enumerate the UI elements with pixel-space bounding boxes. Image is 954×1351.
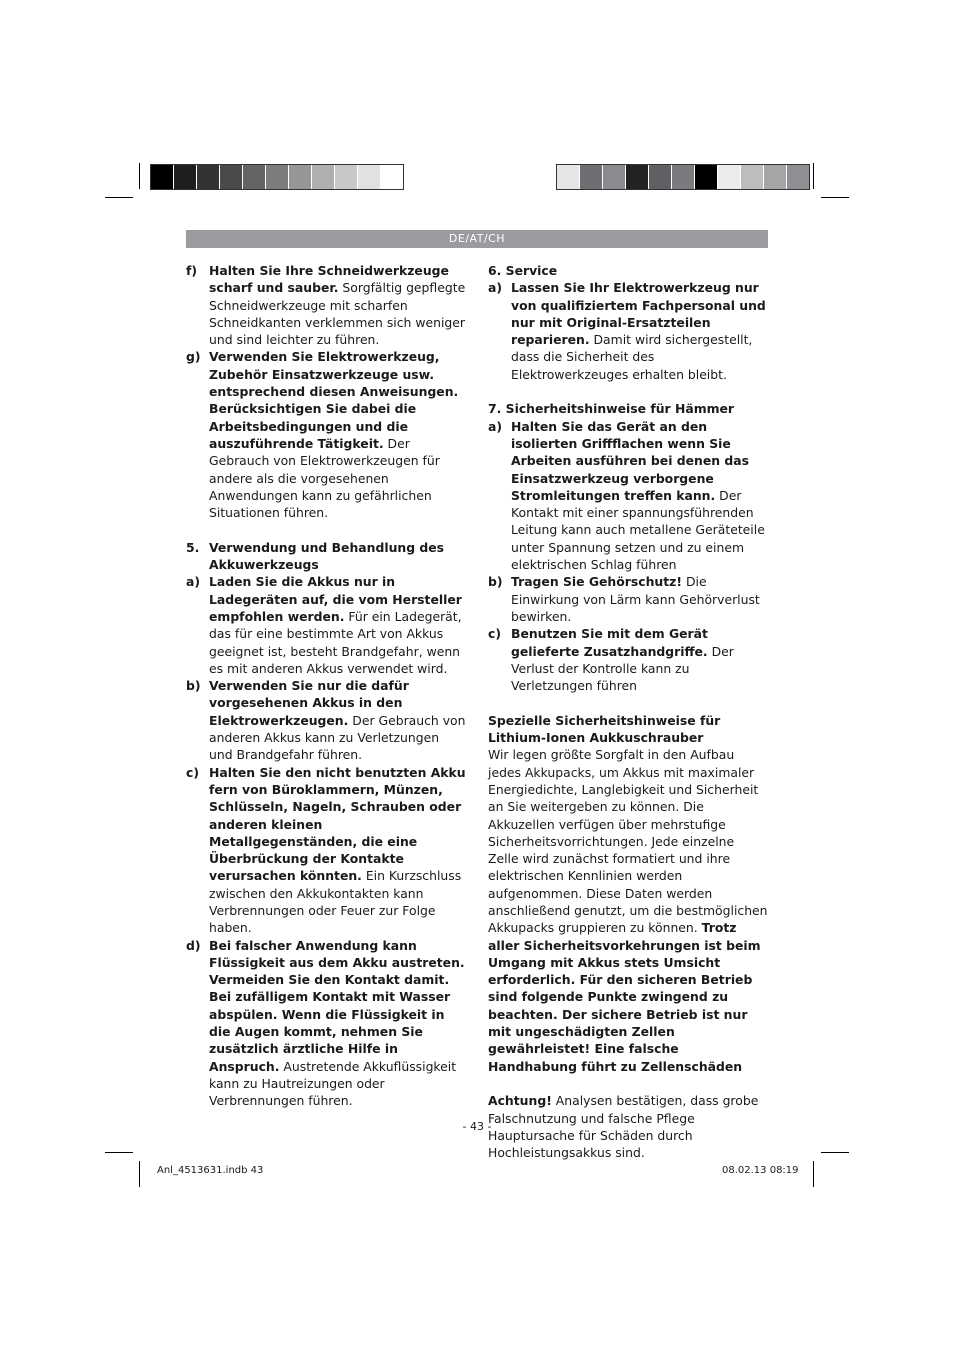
color-swatch xyxy=(580,165,603,189)
page-number: - 43 - xyxy=(462,1120,492,1133)
list-item: b) Verwenden Sie nur die dafür vorgesehenen Akkus in den Elektrowerkzeugen. Der Gebrauch von anderen Akkus kann zu Verletzungen und Brandgefahr führen. xyxy=(186,678,466,763)
section-heading: 7. Sicherheitshinweise für Hämmer xyxy=(488,401,735,417)
list-item: c) Halten Sie den nicht benutzten Akku fern von Büroklammern, Münzen, Schlüsseln, Nageln, Schrauben oder anderen kleinen Metallgegenständen, die eine Überbrückung der Kontakte verursachen könnten. Ein Kurzschluss zwischen den Akkukontakten kann Verbrennungen oder Feuer zur Folge haben. xyxy=(186,764,466,936)
paragraph: Achtung! Analysen bestätigen, dass grobe Falschnutzung und falsche Pflege Hauptursache für Schäden durch Hochleistungsakkus sind. xyxy=(488,1093,759,1161)
color-swatch xyxy=(695,165,718,189)
list-item: f) Halten Sie Ihre Schneidwerkzeuge scharf und sauber. Sorgfältig gepflegte Schneidwerkzeuge mit scharfen Schneidkanten verklemmen sich weniger und sind leichter zu führen. xyxy=(186,263,466,348)
color-calibration-bar-left xyxy=(150,164,404,190)
color-swatch xyxy=(764,165,787,189)
color-swatch xyxy=(220,165,243,189)
right-column xyxy=(488,262,768,1161)
color-swatch xyxy=(174,165,197,189)
color-swatch xyxy=(787,165,809,189)
color-swatch xyxy=(672,165,695,189)
color-swatch xyxy=(649,165,672,189)
color-swatch xyxy=(335,165,358,189)
section-heading: 5. Verwendung und Behandlung des Akkuwerkzeugs xyxy=(186,539,445,573)
color-swatch xyxy=(289,165,312,189)
list-item: a) Laden Sie die Akkus nur in Ladegeräten auf, die vom Hersteller empfohlen werden. Für ein Ladegerät, das für eine bestimmte Art von Akkus geeignet ist, besteht Brandgefahr, wenn es mit anderen Akkus verwendet wird. xyxy=(186,574,462,676)
color-swatch xyxy=(358,165,381,189)
paragraph: Wir legen größte Sorgfalt in den Aufbau jedes Akkupacks, um Akkus mit maximaler Energiedichte, Langlebigkeit und Sicherheit an Sie weitergeben zu können. Die Akkuzellen verfügen über mehrstufige Sicherheitsvorrichtungen. Jede einzelne Zelle wird zunächst formatiert und ihre elektrischen Kennlinien werden aufgenommen. Diese Daten werden anschließend genutzt, um die bestmöglichen Akkupacks gruppieren zu können. Trotz aller Sicherheitsvorkehrungen ist beim Umgang mit Akkus stets Umsicht erforderlich. Für den sicheren Betrieb sind folgende Punkte zwingend zu beachten. Der sichere Betrieb ist nur mit ungeschädigten Zellen gewährleistet! Eine falsche Handhabung führt zu Zellenschäden xyxy=(488,747,768,1074)
crop-mark xyxy=(105,1152,133,1153)
crop-mark xyxy=(105,197,133,198)
list-item: a) Halten Sie das Gerät an den isolierten Griffflachen wenn Sie Arbeiten ausführen bei denen das Einsatzwerkzeug verborgene Stromleitungen treffen kann. Der Kontakt mit einer spannungsführenden Leitung kann auch metallene Geräteteile unter Spannung setzen und zu einem elektrischen Schlag führen xyxy=(488,418,765,573)
list-item: b) Tragen Sie Gehörschutz! Die Einwirkung von Lärm kann Gehörverlust bewirken. xyxy=(488,574,760,624)
footer-file: Anl_4513631.indb 43 xyxy=(157,1165,264,1176)
left-column xyxy=(186,262,466,1110)
crop-mark xyxy=(139,1161,140,1187)
color-swatch xyxy=(312,165,335,189)
section-heading: 6. Service xyxy=(488,263,558,278)
color-swatch xyxy=(381,165,403,189)
region-header: DE/AT/CH xyxy=(186,230,768,248)
color-swatch xyxy=(603,165,626,189)
list-item: c) Benutzen Sie mit dem Gerät gelieferte Zusatzhandgriffe. Der Verlust der Kontrolle kann zu Verletzungen führen xyxy=(488,626,734,694)
crop-mark xyxy=(813,1161,814,1187)
section-heading: Spezielle Sicherheitshinweise für Lithium-Ionen Aukkuschrauber xyxy=(488,712,721,746)
crop-mark xyxy=(821,1152,849,1153)
color-swatch xyxy=(266,165,289,189)
list-item: g) Verwenden Sie Elektrowerkzeug, Zubehör Einsatzwerkzeuge usw. entsprechend diesen Anweisungen. Berücksichtigen Sie dabei die Arbeitsbedingungen und die auszuführende Tätigkeit. Der Gebrauch von Elektrowerkzeugen für andere als die vorgesehenen Anwendungen kann zu gefährlichen Situationen führen. xyxy=(186,349,459,521)
list-item: a) Lassen Sie Ihr Elektrowerkzeug nur von qualifiziertem Fachpersonal und nur mit Original-Ersatzteilen reparieren. Damit wird sichergestellt, dass die Sicherheit des Elektrowerkzeuges erhalten bleibt. xyxy=(488,280,766,382)
crop-mark xyxy=(813,163,814,189)
crop-mark xyxy=(139,163,140,189)
color-swatch xyxy=(243,165,266,189)
color-swatch xyxy=(557,165,580,189)
color-swatch xyxy=(741,165,764,189)
color-swatch xyxy=(197,165,220,189)
list-item: d) Bei falscher Anwendung kann Flüssigkeit aus dem Akku austreten. Vermeiden Sie den Kontakt damit. Bei zufälligem Kontakt mit Wasser abspülen. Wenn die Flüssigkeit in die Augen kommt, nehmen Sie zusätzlich ärztliche Hilfe in Anspruch. Austretende Akkuflüssigkeit kann zu Hautreizungen oder Verbrennungen führen. xyxy=(186,937,465,1109)
color-swatch xyxy=(626,165,649,189)
color-swatch xyxy=(718,165,741,189)
crop-mark xyxy=(821,197,849,198)
color-calibration-bar-right xyxy=(556,164,810,190)
footer-date: 08.02.13 08:19 xyxy=(722,1165,799,1176)
color-swatch xyxy=(151,165,174,189)
